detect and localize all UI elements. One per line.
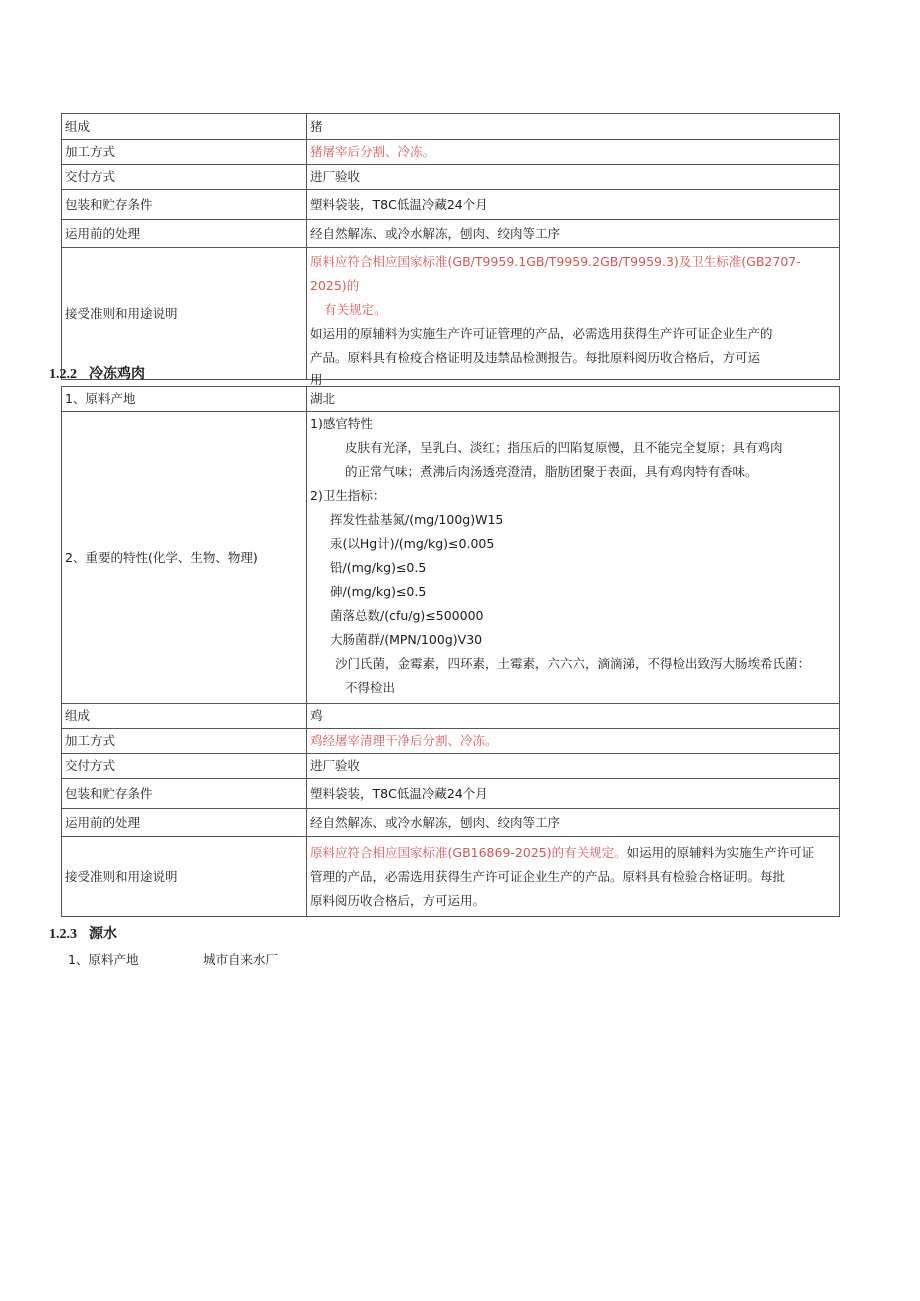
row-label: 运用前的处理 — [62, 220, 307, 248]
acceptance-standard: 原料应符合相应国家标准(GB16869-2025)的有关规定。 — [310, 844, 627, 860]
section-title: 源水 — [89, 926, 117, 942]
row-value: 进厂验收 — [307, 754, 840, 779]
acceptance-text-cut: 用 — [310, 372, 323, 387]
section-heading-source-water — [49, 923, 117, 943]
table-row — [62, 114, 840, 140]
table-row — [62, 412, 840, 704]
row-label: 包装和贮存条件 — [62, 190, 307, 220]
section-heading-frozen-chicken — [49, 363, 145, 383]
row-label: 组成 — [62, 704, 307, 729]
section-title: 冷冻鸡肉 — [89, 366, 145, 382]
hygiene-item: 挥发性盐基氮/(mg/100g)W15 — [330, 512, 504, 527]
chicken-table — [61, 386, 840, 917]
row-value: 经自然解冻、或冷水解冻，刨肉、绞肉等工序 — [307, 809, 840, 837]
hygiene-item: 汞(以Hg计)/(mg/kg)≤0.005 — [330, 536, 495, 551]
hygiene-item: 铅/(mg/kg)≤0.5 — [330, 560, 427, 575]
table-row — [62, 248, 840, 380]
section-number: 1.2.3 — [49, 927, 77, 942]
row-value: 鸡经屠宰清理干净后分割、冷冻。 — [307, 729, 840, 754]
sensory-text: 皮肤有光泽，呈乳白、淡红；指压后的凹陷复原慢，且不能完全复原；具有鸡肉 — [345, 440, 783, 455]
hygiene-title: 2)卫生指标： — [310, 488, 386, 503]
row-label: 交付方式 — [62, 165, 307, 190]
acceptance-text: 产品。原料具有检疫合格证明及违禁品检测报告。每批原料阅历收合格后，方可运 — [310, 350, 761, 365]
row-label: 运用前的处理 — [62, 809, 307, 837]
table-row — [62, 809, 840, 837]
water-origin-label: 1、原料产地 — [68, 952, 139, 967]
table-row — [62, 779, 840, 809]
row-value: 鸡 — [307, 704, 840, 729]
row-label: 加工方式 — [62, 729, 307, 754]
acceptance-cell — [307, 837, 840, 917]
table-row — [62, 165, 840, 190]
acceptance-text: 如运用的原辅料为实施生产许可证 — [626, 844, 815, 860]
row-value: 经自然解冻、或冷水解冻，刨肉、绞肉等工序 — [307, 220, 840, 248]
water-origin-value: 城市自来水厂 — [203, 952, 279, 967]
acceptance-text: 管理的产品，必需选用获得生产许可证企业生产的产品。原料具有检验合格证明。每批 — [310, 868, 786, 884]
hygiene-item: 大肠菌群/(MPN/100g)V30 — [330, 632, 483, 647]
row-label: 组成 — [62, 114, 307, 140]
characteristics-cell — [307, 412, 840, 704]
acceptance-line — [310, 841, 836, 865]
table-row — [62, 704, 840, 729]
row-label: 交付方式 — [62, 754, 307, 779]
sensory-title: 1)感官特性 — [310, 416, 373, 431]
row-label: 包装和贮存条件 — [62, 779, 307, 809]
hygiene-item: 砷/(mg/kg)≤0.5 — [330, 584, 427, 599]
row-label: 2、重要的特性(化学、生物、物理) — [62, 412, 307, 704]
acceptance-text: 原料阅历收合格后，方可运用。 — [310, 892, 486, 908]
hygiene-item: 菌落总数/(cfu/g)≤500000 — [330, 608, 484, 623]
row-value: 进厂验收 — [307, 165, 840, 190]
hygiene-item: 沙门氏菌，金霉素，四环素，土霉素，六六六，滴滴涕，不得检出致泻大肠埃希氏菌： — [335, 656, 811, 671]
row-label: 加工方式 — [62, 140, 307, 165]
row-label: 1、原料产地 — [62, 387, 307, 412]
acceptance-standard: 原料应符合相应国家标准(GB/T9959.1GB/T9959.2GB/T9959.3)及卫生标准(GB2707-2025)的 — [310, 254, 801, 293]
acceptance-text: 如运用的原辅料为实施生产许可证管理的产品，必需选用获得生产许可证企业生产的 — [310, 326, 773, 341]
row-value: 塑料袋装，T8C低温冷藏24个月 — [307, 779, 840, 809]
row-label: 接受准则和用途说明 — [62, 248, 307, 380]
row-value: 猪屠宰后分割、冷冻。 — [307, 140, 840, 165]
acceptance-cell — [307, 248, 840, 387]
row-value: 湖北 — [307, 387, 840, 412]
row-value: 塑料袋装，T8C低温冷藏24个月 — [307, 190, 840, 220]
section-number: 1.2.2 — [49, 367, 77, 382]
row-value: 猪 — [307, 114, 840, 140]
table-row — [62, 729, 840, 754]
table-row — [62, 140, 840, 165]
table-row — [62, 220, 840, 248]
row-label: 接受准则和用途说明 — [62, 837, 307, 917]
table-row — [62, 754, 840, 779]
table-row — [62, 190, 840, 220]
table-row — [62, 387, 840, 412]
hygiene-item: 不得检出 — [345, 680, 396, 695]
sensory-text: 的正常气味；煮沸后肉汤透亮澄清，脂肪团聚于表面，具有鸡肉特有香味。 — [345, 464, 758, 479]
table-row — [62, 837, 840, 917]
acceptance-standard-cont: 有关规定。 — [324, 302, 387, 317]
